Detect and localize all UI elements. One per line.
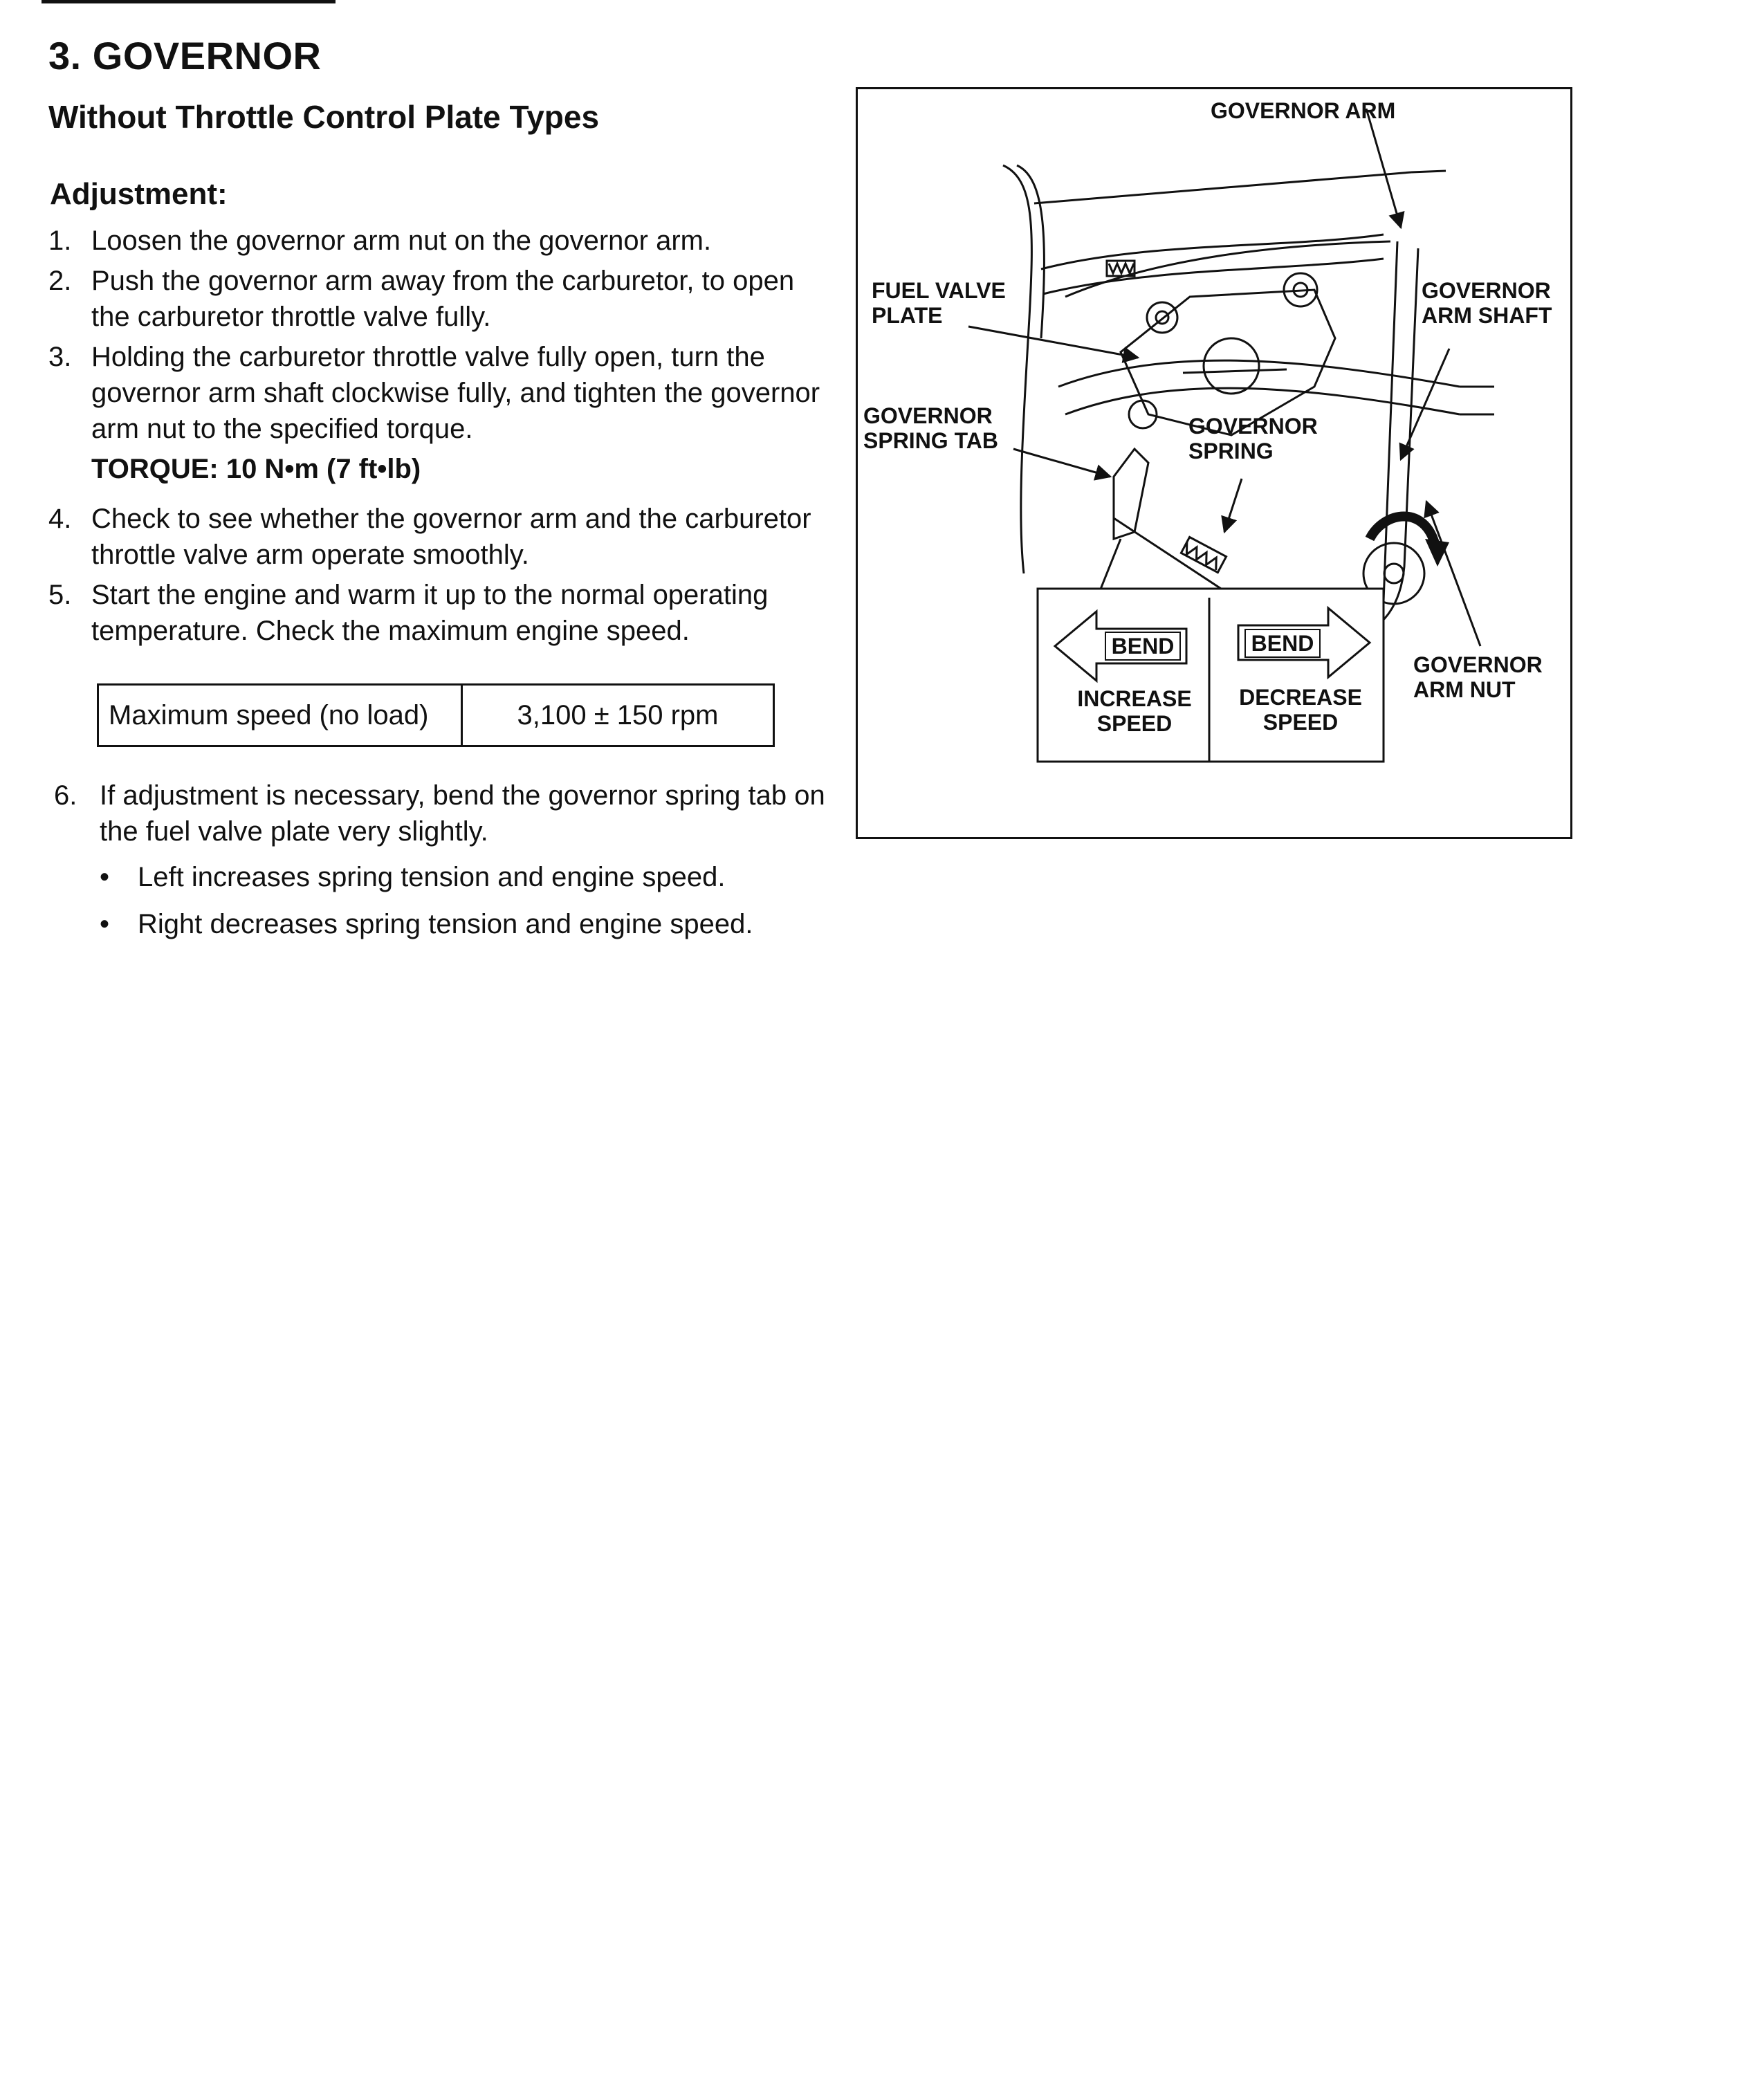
step-number: 5. — [48, 580, 72, 610]
arrow-governor-arm — [1366, 109, 1401, 228]
decrease-speed-line-1: DECREASE — [1239, 685, 1362, 710]
step-text: Push the governor arm away from the carburetor, to open the carburetor throttle valve fully. — [91, 266, 795, 332]
label-governor-arm-shaft-1: GOVERNOR — [1422, 278, 1551, 303]
step-text: Check to see whether the governor arm and the carburetor throttle valve arm operate smoothly. — [91, 504, 811, 570]
governor-diagram — [856, 87, 1572, 839]
top-edge — [1034, 172, 1411, 203]
arrow-governor-spring-tab — [1013, 449, 1110, 477]
step-number: 1. — [48, 226, 72, 256]
bullet-text: Left increases spring tension and engine speed. — [138, 862, 726, 892]
left-housing-curve — [1003, 165, 1031, 573]
governor-arm-nut-shape — [1384, 564, 1404, 583]
valve-rod — [1183, 369, 1287, 373]
step-2 — [48, 263, 837, 335]
label-governor-spring-1: GOVERNOR — [1188, 414, 1318, 439]
fuel-valve-knob — [1204, 338, 1259, 394]
bullet-item-right — [54, 906, 849, 942]
label-governor-spring-tab-2: SPRING TAB — [863, 428, 998, 453]
label-governor-spring-tab-1: GOVERNOR — [863, 403, 993, 428]
label-governor-arm-nut-1: GOVERNOR — [1413, 652, 1543, 677]
label-fuel-valve-plate-2: PLATE — [872, 303, 943, 328]
bend-left-label: BEND — [1111, 634, 1175, 659]
label-fuel-valve-plate-1: FUEL VALVE — [872, 278, 1006, 303]
rail-ends — [1460, 387, 1494, 414]
step-6 — [54, 778, 849, 953]
mid-rail-2 — [1065, 388, 1460, 414]
max-speed-table — [97, 683, 775, 747]
decrease-speed-line-2: SPEED — [1262, 710, 1339, 735]
label-governor-arm-shaft-2: ARM SHAFT — [1422, 303, 1552, 328]
governor-diagram-drawing — [858, 89, 1570, 837]
section-title: Adjustment: — [50, 177, 228, 211]
step-5 — [48, 577, 837, 649]
step-text: Start the engine and warm it up to the normal operating temperature. Check the maximum engine speed. — [91, 580, 769, 646]
arrow-governor-arm-shaft — [1401, 349, 1449, 459]
step-number: 2. — [48, 266, 72, 296]
label-governor-spring-2: SPRING — [1188, 439, 1274, 463]
step-3 — [48, 339, 837, 497]
bend-right-label: BEND — [1251, 631, 1314, 656]
arrow-governor-spring — [1224, 479, 1242, 532]
bullet-dot-icon: • — [100, 862, 110, 892]
label-governor-arm-nut-2: ARM NUT — [1413, 677, 1516, 702]
step-text: Loosen the governor arm nut on the governor arm. — [91, 226, 712, 256]
adjustment-steps — [48, 223, 837, 653]
step-text — [91, 339, 837, 497]
arrow-governor-arm-nut — [1426, 502, 1480, 646]
torque-spec: TORQUE: 10 N•m (7 ft•lb) — [91, 454, 421, 484]
bullet-text: Right decreases spring tension and engine speed. — [138, 909, 753, 939]
page-subtitle: Without Throttle Control Plate Types — [48, 99, 600, 135]
bullet-list — [54, 859, 849, 942]
bolt-1 — [1147, 302, 1177, 333]
spring-tab-shape — [1114, 449, 1148, 539]
step-number: 4. — [48, 504, 72, 534]
table-row — [98, 685, 774, 746]
link-spring-coils — [1109, 264, 1134, 273]
step-4 — [48, 501, 837, 573]
bolt-1-inner — [1156, 311, 1168, 324]
step-text: If adjustment is necessary, bend the governor spring tab on the fuel valve plate very slightly. — [100, 780, 825, 847]
bullet-item-left — [54, 859, 849, 895]
step-3-body: Holding the carburetor throttle valve fully open, turn the governor arm shaft clockwise fully, and tighten the governor arm nut to the specified torque. — [91, 342, 820, 444]
page-title: 3. GOVERNOR — [48, 34, 322, 77]
step-number: 6. — [54, 780, 77, 811]
increase-speed-line-2: SPEED — [1096, 711, 1173, 736]
step-1 — [48, 223, 837, 259]
spec-label-cell: Maximum speed (no load) — [98, 685, 462, 746]
spec-value-cell: 3,100 ± 150 rpm — [462, 685, 774, 746]
label-governor-arm: GOVERNOR ARM — [1211, 98, 1396, 123]
increase-speed-line-1: INCREASE — [1077, 686, 1192, 711]
arrow-fuel-valve-plate — [968, 327, 1138, 358]
bullet-dot-icon: • — [100, 909, 110, 939]
governor-arm-left-edge — [1384, 241, 1397, 601]
clockwise-arrow — [1370, 517, 1435, 546]
top-edge-ext — [1411, 171, 1446, 172]
governor-arm-right-edge — [1284, 248, 1418, 643]
upper-rail-2 — [1043, 259, 1384, 294]
top-rule — [42, 0, 336, 3]
bend-box — [1038, 589, 1384, 762]
step-number: 3. — [48, 342, 72, 372]
